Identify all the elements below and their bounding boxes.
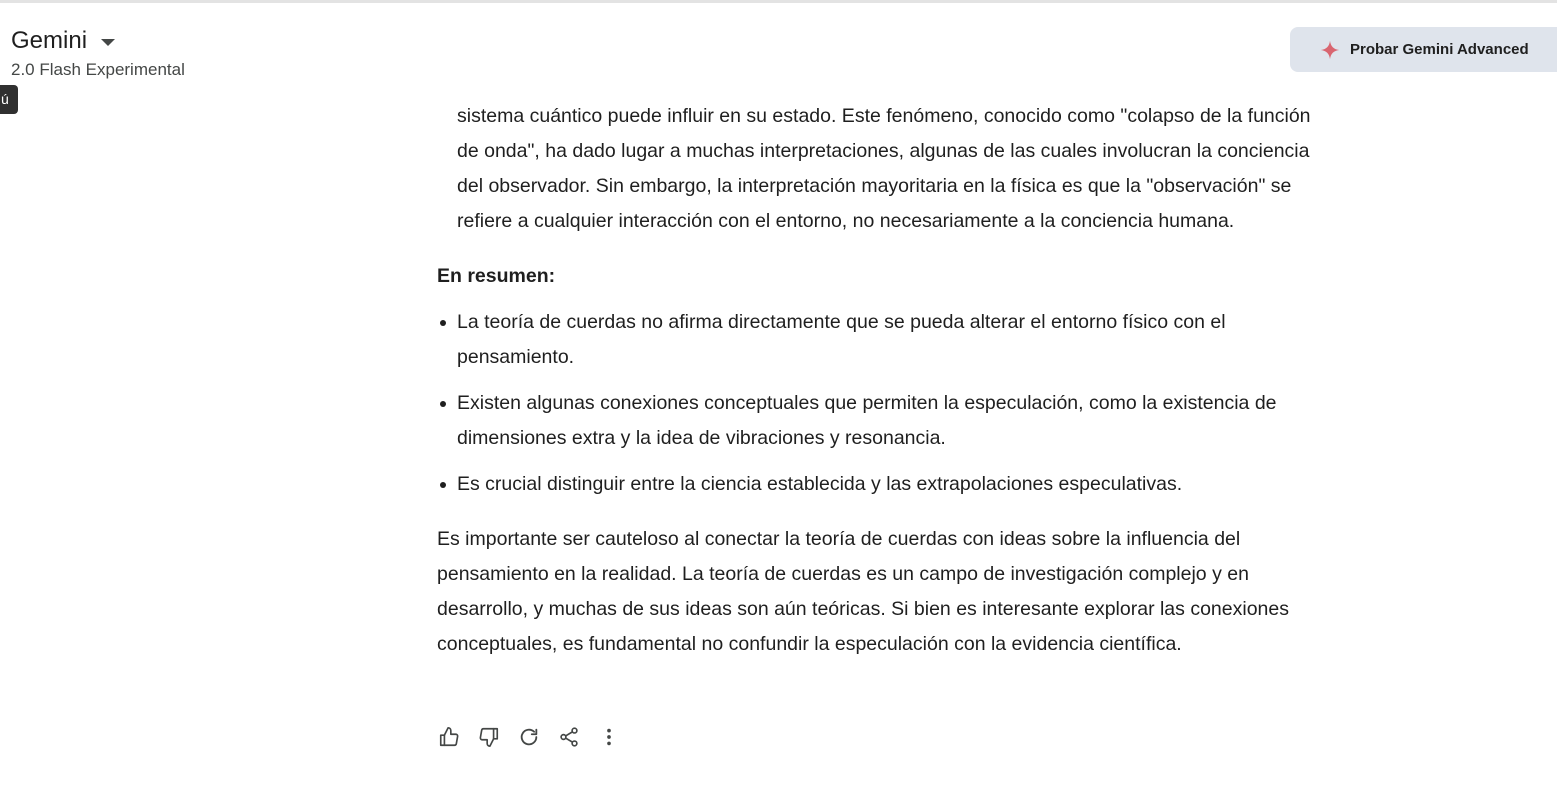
thumbs-down-icon [478, 726, 500, 748]
model-name: 2.0 Flash Experimental [11, 60, 185, 79]
tooltip-fragment: ú [0, 85, 18, 114]
try-advanced-label: Probar Gemini Advanced [1350, 41, 1529, 58]
thumbs-down-button[interactable] [477, 725, 501, 749]
response-paragraph: sistema cuántico puede influir en su estado. Este fenómeno, conocido como "colapso de la función de onda", ha dado lugar a muchas interpretaciones, algunas de las cuales involucran la conciencia del observador. Sin embargo, la interpretación mayoritaria en la física es que la "observación" se refiere a cualquier interacción con el entorno, no necesariamente a la conciencia humana. [457, 105, 1311, 232]
caret-down-icon [101, 39, 115, 46]
model-header [11, 26, 185, 81]
regenerate-button[interactable] [517, 725, 541, 749]
app-title: Gemini [11, 27, 88, 54]
response-content [437, 99, 1337, 662]
window-top-border [0, 0, 1557, 3]
share-button[interactable] [557, 725, 581, 749]
sparkle-icon [1320, 40, 1340, 60]
list-item: La teoría de cuerdas no afirma directamente que se pueda alterar el entorno físico con el pensamiento. [437, 305, 1337, 375]
more-options-button[interactable] [597, 725, 621, 749]
list-item: Existen algunas conexiones conceptuales que permiten la especulación, como la existencia de dimensiones extra y la idea de vibraciones y resonancia. [437, 386, 1337, 456]
more-vert-icon [598, 726, 620, 748]
try-advanced-button[interactable] [1290, 27, 1557, 72]
regenerate-icon [518, 726, 540, 748]
model-selector[interactable] [11, 26, 185, 56]
summary-list [437, 305, 1337, 502]
closing-paragraph: Es importante ser cauteloso al conectar la teoría de cuerdas con ideas sobre la influencia del pensamiento en la realidad. La teoría de cuerdas es un campo de investigación complejo y en desarrollo, y muchas de sus ideas son aún teóricas. Si bien es interesante explorar las conexiones conceptuales, es fundamental no confundir la especulación con la evidencia científica. [437, 528, 1289, 655]
share-icon [558, 726, 580, 748]
thumbs-up-button[interactable] [437, 725, 461, 749]
list-item: Es crucial distinguir entre la ciencia establecida y las extrapolaciones especulativas. [437, 467, 1337, 502]
summary-heading: En resumen: [437, 265, 556, 287]
response-actions [437, 725, 637, 749]
thumbs-up-icon [438, 726, 460, 748]
